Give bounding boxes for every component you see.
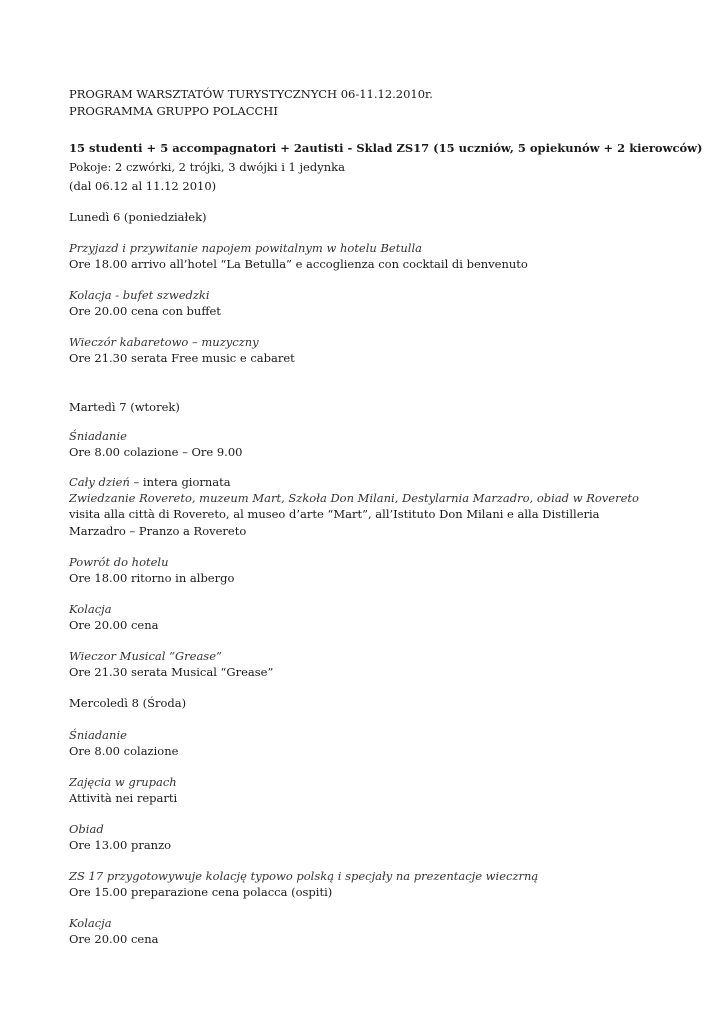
activity-pl: Przyjazd i przywitanie napojem powitalnym w hotelu Betulla bbox=[69, 241, 422, 255]
dates-info: (dal 06.12 al 11.12 2010) bbox=[69, 179, 217, 193]
activity-pl: Kolacja bbox=[69, 916, 112, 930]
activity-it: Ore 21.30 serata Free music e cabaret bbox=[69, 351, 295, 365]
activity-pl: Zajęcia w grupach bbox=[69, 775, 177, 789]
activity-it: Ore 21.30 serata Musical “Grease” bbox=[69, 665, 274, 679]
activity-it: Ore 15.00 preparazione cena polacca (ospiti) bbox=[69, 885, 333, 899]
activity-it: Ore 8.00 colazione – Ore 9.00 bbox=[69, 445, 243, 459]
activity-pl-detail: Zwiedzanie Rovereto, muzeum Mart, Szkoła Don Milani, Destylarnia Marzadro, obiad w Rovereto bbox=[69, 491, 639, 505]
activity-pl: Kolacja bbox=[69, 602, 112, 616]
activity-pl-extra: – intera giornata bbox=[129, 475, 231, 489]
activity-it: Ore 20.00 cena con buffet bbox=[69, 304, 221, 318]
activity-pl: Cały dzień bbox=[69, 475, 130, 489]
activity-it: Ore 8.00 colazione bbox=[69, 744, 179, 758]
title-line-2: PROGRAMMA GRUPPO POLACCHI bbox=[69, 104, 278, 118]
activity-pl: Wieczór kabaretowo – muzyczny bbox=[69, 335, 259, 349]
activity-it: Attività nei reparti bbox=[69, 791, 178, 805]
day-heading-tuesday: Martedì 7 (wtorek) bbox=[69, 400, 180, 414]
rooms-info: Pokoje: 2 czwórki, 2 trójki, 3 dwójki i 1 jedynka bbox=[69, 160, 345, 174]
activity-it: Ore 13.00 pranzo bbox=[69, 838, 172, 852]
activity-it: Ore 18.00 ritorno in albergo bbox=[69, 571, 235, 585]
activity-it: Ore 18.00 arrivo all’hotel “La Betulla” e accoglienza con cocktail di benvenuto bbox=[69, 257, 528, 271]
activity-it: Ore 20.00 cena bbox=[69, 932, 159, 946]
activity-pl: Śniadanie bbox=[69, 429, 127, 443]
activity-pl: Powrót do hotelu bbox=[69, 555, 169, 569]
day-heading-monday: Lunedì 6 (poniedziałek) bbox=[69, 210, 207, 224]
group-info: 15 studenti + 5 accompagnatori + 2autisti - Sklad ZS17 (15 uczniów, 5 opiekunów + 2 kierowców) bbox=[69, 141, 703, 155]
activity-pl: Kolacja - bufet szwedzki bbox=[69, 288, 210, 302]
activity-it: Ore 20.00 cena bbox=[69, 618, 159, 632]
title-line-1: PROGRAM WARSZTATÓW TURYSTYCZNYCH 06-11.12.2010r. bbox=[69, 87, 433, 101]
activity-pl: Obiad bbox=[69, 822, 104, 836]
activity-pl: Śniadanie bbox=[69, 728, 127, 742]
day-heading-wednesday: Mercoledì 8 (Środa) bbox=[69, 696, 187, 710]
activity-pl: ZS 17 przygotowywuje kolację typowo polską i specjały na prezentacje wieczrną bbox=[69, 869, 539, 883]
activity-it: visita alla città di Rovereto, al museo d’arte “Mart”, all’Istituto Don Milani e alla Distilleria Marzadro – Pranzo a Rovereto bbox=[69, 507, 600, 538]
activity-pl: Wieczor Musical “Grease” bbox=[69, 649, 222, 663]
activity-pl-line bbox=[69, 474, 231, 491]
